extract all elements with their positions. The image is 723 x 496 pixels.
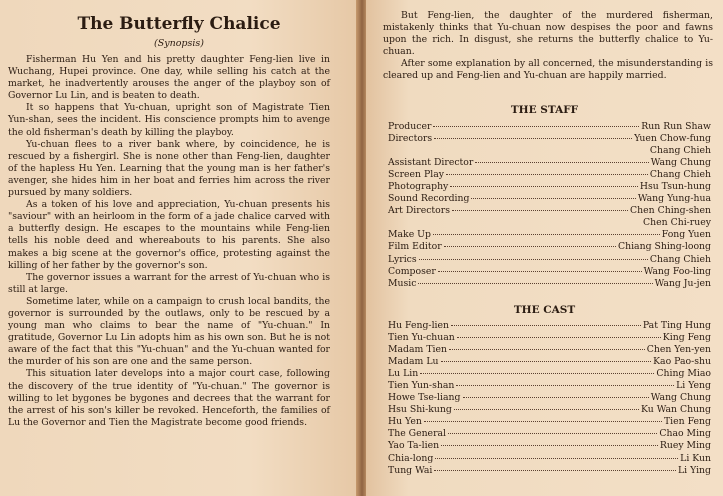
credit-role: Tung Wai: [388, 464, 433, 476]
dot-leader: [475, 162, 648, 163]
synopsis-text: [8, 54, 330, 429]
staff-heading: THE STAFF: [510, 104, 579, 116]
credit-name: Ching Miao: [656, 368, 711, 380]
cast-row: [388, 453, 711, 465]
credit-name: Kao Pao-shu: [653, 356, 711, 368]
credit-name: Li Kun: [680, 452, 711, 464]
cast-row: [388, 356, 711, 368]
synopsis-paragraph: Fisherman Hu Yen and his pretty daughter Feng-lien live in Wuchang, Hupei province. One day, while selling his catch at the market, he inadvertently arouses the anger of the playboy son of Governor Lu Lin, and is beaten to death.: [8, 54, 330, 102]
dot-leader: [434, 470, 676, 471]
credit-name: Chang Chieh: [649, 253, 711, 265]
credit-name: Chen Chi-ruey: [643, 217, 711, 229]
dot-leader: [456, 385, 674, 386]
staff-row: [388, 229, 711, 241]
credit-name: Wang Ju-jen: [654, 277, 711, 289]
synopsis-continued: [383, 10, 713, 83]
staff-list: [388, 121, 711, 290]
cast-row: [388, 465, 711, 477]
credit-name: Wang Chung: [650, 157, 711, 169]
dot-leader: [434, 138, 632, 139]
credit-role: Madam Tien: [388, 344, 447, 356]
credit-role: Photography: [388, 181, 449, 193]
cast-row: [388, 440, 711, 452]
cast-row: [388, 428, 711, 440]
staff-row: [388, 145, 711, 157]
credit-name: Li Yeng: [676, 380, 711, 392]
credit-name: Chen Yen-yen: [646, 344, 711, 356]
left-page: [0, 0, 358, 496]
dot-leader: [419, 259, 648, 260]
dot-leader: [471, 198, 635, 199]
credit-name: Pat Ting Hung: [642, 320, 711, 331]
dot-leader: [433, 234, 660, 235]
credit-name: Chiang Shing-loong: [617, 241, 711, 253]
credit-name: Ku Wan Chung: [641, 404, 711, 416]
staff-row: [388, 181, 711, 193]
staff-row: [388, 266, 711, 278]
credit-name: Wang Foo-ling: [643, 265, 711, 277]
staff-row: [388, 254, 711, 266]
credit-role: Film Editor: [388, 241, 442, 253]
credit-name: Chen Ching-shen: [630, 205, 711, 217]
dot-leader: [446, 174, 648, 175]
cast-row: [388, 404, 711, 416]
credit-role: Hsu Shi-kung: [388, 404, 452, 416]
cast-row: [388, 332, 711, 344]
credit-name: Hsu Tsun-hung: [639, 181, 711, 193]
synopsis-paragraph: As a token of his love and appreciation, Yu-chuan presents his "saviour" with an heirloom in the form of a jade chalice carved with a butterfly design. He escapes to the mountains while Feng-lien tells his noble deed and whereabouts to his parents. She also makes a big scene at the governor's office, protesting against the killing of her father by the governor's son.: [8, 199, 330, 271]
credit-role: Screen Play: [388, 169, 444, 181]
credit-role: Assistant Director: [388, 157, 474, 169]
credit-role: Tien Yun-shan: [388, 380, 455, 392]
cast-row: [388, 380, 711, 392]
cast-row: [388, 320, 711, 332]
dot-leader: [433, 126, 639, 127]
dot-leader: [435, 458, 678, 459]
credit-role: Hu Feng-lien: [388, 320, 450, 331]
page-title: The Butterfly Chalice: [77, 14, 281, 34]
staff-row: [388, 217, 711, 229]
staff-row: [388, 193, 711, 205]
dot-leader: [449, 349, 645, 350]
dot-leader: [454, 409, 639, 410]
credit-role: Composer: [388, 265, 436, 277]
synopsis-paragraph: This situation later develops into a major court case, following the discovery of the true identity of "Yu-chuan." The governor is willing to let bygones be bygones and decrees that the warrant for the arrest of his son's killer be revoked. Henceforth, the families of Lu the Governor and Tien the Magistrate become good friends.: [8, 368, 330, 428]
cast-list: [388, 320, 711, 477]
credit-role: Yao Ta-lien: [388, 440, 440, 452]
credit-role: Howe Tse-liang: [388, 392, 461, 404]
synopsis-paragraph: The governor issues a warrant for the arrest of Yu-chuan who is still at large.: [8, 271, 330, 295]
dot-leader: [441, 361, 652, 362]
synopsis-paragraph: Yu-chuan flees to a river bank where, by coincidence, he is rescued by a fishergirl. She is none other than Feng-lien, daughter of the hapless Hu Yen. Learning that the young man is her father's avenger, she hides him in her boat and ferries him across the river pursued by many soldiers.: [8, 138, 330, 199]
dot-leader: [450, 186, 638, 187]
staff-row: [388, 241, 711, 253]
synopsis-paragraph: After some explanation by all concerned, the misunderstanding is cleared up and Feng-lien and Yu-chuan are happily married.: [383, 58, 713, 82]
credit-role: Directors: [388, 133, 433, 145]
credit-role: Lu Lin: [388, 368, 419, 380]
dot-leader: [451, 325, 641, 326]
staff-row: [388, 169, 711, 181]
dot-leader: [444, 246, 616, 247]
credit-name: Yuen Chow-fung: [634, 133, 711, 145]
credit-name: Wang Chung: [650, 392, 711, 404]
right-page: [366, 0, 723, 496]
dot-leader: [438, 271, 642, 272]
credit-name: Li Ying: [678, 464, 711, 476]
credit-role: Hu Yen: [388, 416, 422, 428]
credit-role: Make Up: [388, 229, 431, 241]
synopsis-paragraph: Sometime later, while on a campaign to crush local bandits, the governor is surrounded by the outlaws, only to be rescued by a young man who claims to bear the name of "Yu-chuan." In gratitude, Governor Lu Lin adopts him as his own son. But he is not aware of the fact that this "Yu-chuan" and the Yu-chuan wanted for the murder of his son are one and the same person.: [8, 295, 330, 368]
credit-role: Music: [388, 277, 417, 289]
staff-row: [388, 121, 711, 133]
credit-role: Art Directors: [388, 205, 450, 217]
credit-name: Chang Chieh: [649, 169, 711, 181]
dot-leader: [420, 373, 654, 374]
credit-role: The General: [388, 428, 447, 440]
credit-name: King Feng: [662, 332, 711, 344]
credit-name: Chang Chieh: [649, 145, 711, 157]
synopsis-paragraph: It so happens that Yu-chuan, upright son of Magistrate Tien Yun-shan, sees the incident. His conscience prompts him to avenge the old fisherman's death by killing the playboy.: [8, 102, 330, 138]
dot-leader: [418, 283, 652, 284]
credit-name: Chao Ming: [659, 428, 711, 440]
cast-row: [388, 344, 711, 356]
dot-leader: [441, 445, 658, 446]
page-subtitle: (Synopsis): [154, 38, 204, 49]
cast-heading: THE CAST: [513, 304, 576, 316]
dot-leader: [452, 210, 628, 211]
credit-role: Tien Yu-chuan: [388, 332, 455, 344]
credit-name: Ruey Ming: [659, 440, 711, 452]
dot-leader: [463, 397, 649, 398]
dot-leader: [457, 337, 661, 338]
staff-row: [388, 157, 711, 169]
staff-row: [388, 133, 711, 145]
synopsis-paragraph: But Feng-lien, the daughter of the murdered fisherman, mistakenly thinks that Yu-chuan now despises the poor and fawns upon the rich. In disgust, she returns the butterfly chalice to Yu-chuan.: [383, 10, 713, 58]
credit-role: Lyrics: [388, 253, 417, 265]
credit-role: Chia-long: [388, 452, 434, 464]
credit-role: Sound Recording: [388, 193, 470, 205]
staff-row: [388, 205, 711, 217]
credit-name: Tien Feng: [663, 416, 711, 428]
credit-name: Run Run Shaw: [641, 121, 711, 132]
credit-name: Fong Yuen: [661, 229, 711, 241]
credit-role: Madam Lu: [388, 356, 439, 368]
dot-leader: [424, 421, 662, 422]
cast-row: [388, 416, 711, 428]
cast-row: [388, 368, 711, 380]
staff-row: [388, 278, 711, 290]
cast-row: [388, 392, 711, 404]
credit-role: Producer: [388, 121, 432, 132]
credit-name: Wang Yung-hua: [637, 193, 711, 205]
dot-leader: [448, 433, 657, 434]
